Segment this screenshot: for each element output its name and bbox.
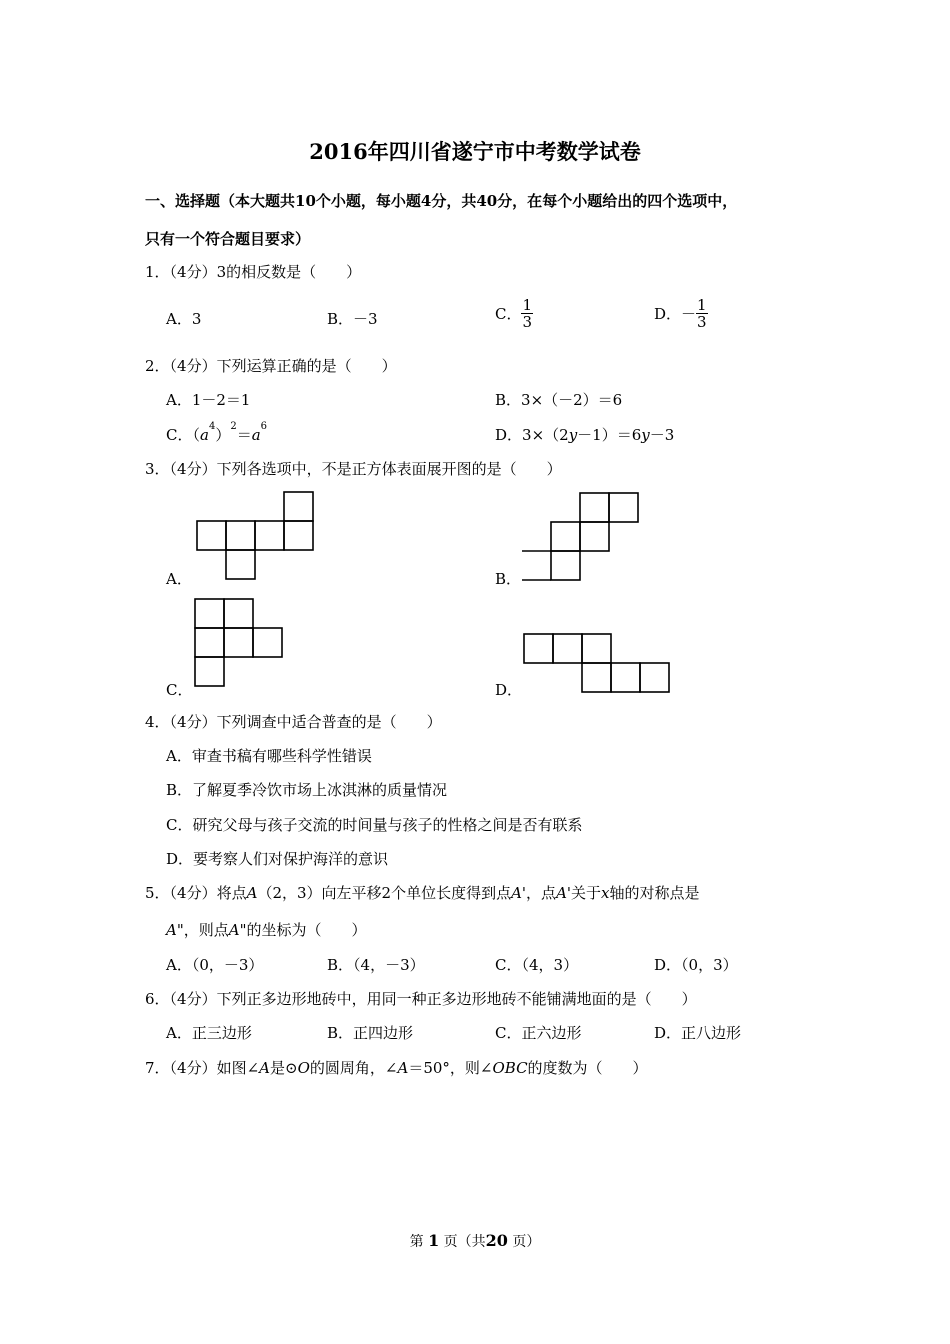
q4-option-b: B．了解夏季冷饮市场上冰淇淋的质量情况: [166, 781, 448, 799]
q1-option-d-label: D．: [654, 305, 682, 323]
q2-c-text: C．（: [166, 426, 200, 444]
q2-c-var: a: [251, 426, 261, 444]
footer-text: 页）: [512, 1234, 541, 1250]
q5-text: 轴的对称点是: [609, 884, 700, 902]
q5-option-a: A．（0，－3）: [166, 956, 264, 974]
q2-d-text: －3: [649, 426, 675, 444]
q1-stem: 1．（4分）3的相反数是（ ）: [145, 263, 362, 281]
q7-var: A: [397, 1059, 409, 1077]
q4-option-d: D．要考察人们对保护海洋的意识: [166, 850, 389, 868]
q4-option-c: C．研究父母与孩子交流的时间量与孩子的性格之间是否有联系: [166, 816, 583, 834]
footer-text: 页（共: [443, 1234, 486, 1250]
q4-stem: 4．（4分）下列调查中适合普查的是（ ）: [145, 713, 442, 731]
section-heading-line1: 一、选择题（本大题共10个小题，每小题4分，共40分，在每个小题给出的四个选项中，: [145, 192, 738, 210]
q6-option-d: D．正八边形: [654, 1024, 742, 1042]
q2-option-a: A．1－2＝1: [166, 391, 251, 409]
q6-option-a: A．正三边形: [166, 1024, 252, 1042]
q5-text: 5．（4分）将点: [145, 884, 247, 902]
q7-stem: [145, 1057, 648, 1078]
page-footer: [0, 1231, 950, 1251]
q7-text: 的度数为（ ）: [527, 1059, 648, 1077]
q7-text: 7．（4分）如图∠: [145, 1059, 260, 1077]
q5-axis: x: [601, 884, 610, 902]
q1-option-c-label: C．: [495, 305, 522, 323]
q2-d-var: y: [641, 426, 650, 444]
q2-c-exp: 2: [230, 421, 237, 432]
q5-option-d: D．（0，3）: [654, 956, 738, 974]
q5-text: 的坐标为（ ）: [246, 921, 367, 939]
q1-option-a: A．3: [166, 310, 202, 328]
q2-c-var: a: [199, 426, 209, 444]
q2-c-exp: 4: [208, 421, 216, 432]
q5-text: （2，3）向左平移2个单位长度得到点: [257, 884, 512, 902]
footer-total-pages: 20: [485, 1231, 508, 1250]
q3-option-c-label: C．: [166, 681, 193, 699]
q7-text: 的圆周角，∠: [309, 1059, 398, 1077]
q2-c-text: ＝: [236, 426, 252, 444]
q1-option-b: B．－3: [327, 310, 378, 328]
net-b: [522, 493, 638, 580]
q2-d-text: －1）＝6: [577, 426, 642, 444]
q1-d-denominator: 3: [697, 313, 707, 331]
q3-option-b-label: B．: [495, 570, 522, 588]
q7-text: 是⊙: [270, 1059, 298, 1077]
q5-point: A: [246, 884, 258, 902]
q1-d-sign: －: [681, 305, 697, 323]
q4-option-a: A．审查书稿有哪些科学性错误: [166, 747, 372, 765]
q5-text: ，点: [526, 884, 557, 902]
q2-c-exp: 6: [260, 421, 268, 432]
q7-var: A: [259, 1059, 270, 1077]
q3-stem: 3．（4分）下列各选项中，不是正方体表面展开图的是（ ）: [145, 460, 562, 478]
q2-stem: 2．（4分）下列运算正确的是（ ）: [145, 357, 397, 375]
section-heading-line2: 只有一个符合题目要求）: [145, 230, 311, 248]
q5-option-c: C．（4，3）: [495, 956, 579, 974]
q1-c-denominator: 3: [522, 313, 533, 331]
net-d: [524, 634, 669, 692]
net-c: [195, 599, 282, 686]
q2-d-text: D．3×（2: [495, 426, 569, 444]
q1-d-numerator: 1: [697, 296, 707, 314]
q7-var: OBC: [492, 1059, 528, 1077]
q7-text: ＝50°，则∠: [408, 1059, 493, 1077]
page-title: 2016年四川省遂宁市中考数学试卷: [309, 139, 641, 164]
q2-option-b: B．3×（－2）＝6: [495, 391, 623, 409]
q5-point: A': [556, 884, 572, 902]
q2-c-text: ）: [215, 426, 231, 444]
q5-point: A": [166, 921, 184, 939]
footer-page-number: 1: [428, 1231, 440, 1250]
q3-option-a-label: A．: [166, 570, 192, 588]
q6-option-b: B．正四边形: [327, 1024, 414, 1042]
q5-point: A': [511, 884, 527, 902]
q2-d-var: y: [568, 426, 578, 444]
q6-stem: 6．（4分）下列正多边形地砖中，用同一种正多边形地砖不能铺满地面的是（ ）: [145, 990, 697, 1008]
q5-point: A": [228, 921, 247, 939]
q5-stem-line2: [166, 919, 367, 940]
q5-option-b: B．（4，－3）: [327, 956, 425, 974]
q7-var: O: [297, 1059, 310, 1077]
q3-option-d-label: D．: [495, 681, 523, 699]
q6-option-c: C．正六边形: [495, 1024, 582, 1042]
net-a: [197, 492, 313, 579]
q5-stem-line1: [145, 882, 700, 903]
q5-text: 关于: [571, 884, 602, 902]
footer-text: 第: [409, 1234, 424, 1250]
q5-text: ，则点: [183, 921, 229, 939]
q1-c-numerator: 1: [522, 296, 533, 314]
